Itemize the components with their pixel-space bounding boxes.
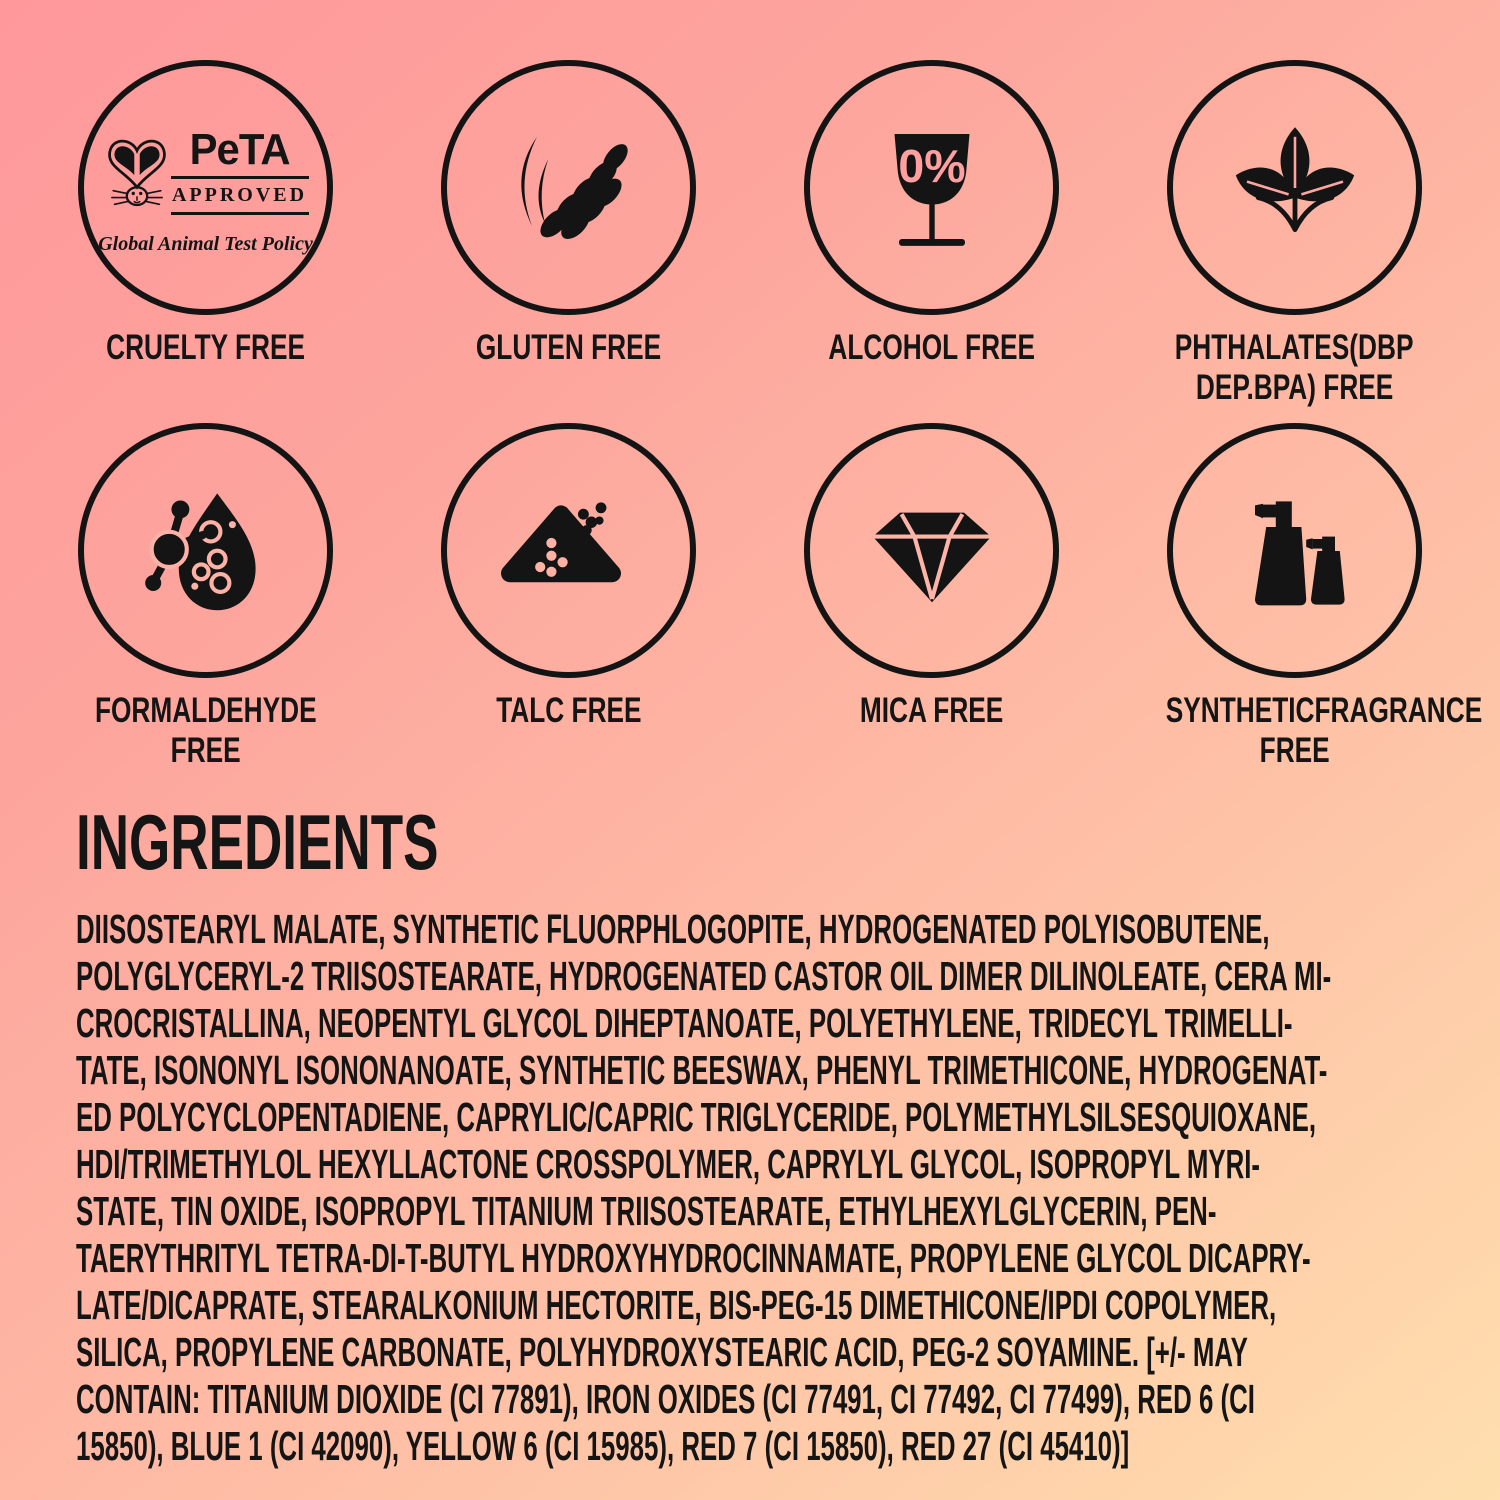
badge-label-text: ALCOHOL FREE — [828, 328, 1035, 367]
peta-rabbit-heart-icon — [103, 119, 171, 223]
ingredients-line: TATE, ISONONYL ISONONANOATE, SYNTHETIC BEESWAX, PHENYL TRIMETHICONE, HYDROGENAT- — [76, 1047, 1328, 1093]
ingredients-line: SILICA, PROPYLENE CARBONATE, POLYHYDROXYSTEARIC ACID, PEG-2 SOYAMINE. [+/- MAY — [76, 1329, 1248, 1375]
peta-approved-logo — [98, 119, 313, 256]
zero-percent-text: 0% — [897, 139, 966, 192]
badge-label — [24, 691, 387, 771]
badge-circle — [1167, 60, 1422, 315]
ingredients-line: TAERYTHRITYL TETRA-DI-T-BUTYL HYDROXYHYDROCINNAMATE, PROPYLENE GLYCOL DICAPRY- — [76, 1235, 1311, 1281]
ingredients-line: DIISOSTEARYL MALATE, SYNTHETIC FLUORPHLOGOPITE, HYDROGENATED POLYISOBUTENE, — [76, 906, 1270, 952]
badge-circle — [804, 60, 1059, 315]
ingredients-line: CONTAIN: TITANIUM DIOXIDE (CI 77891), IRON OXIDES (CI 77491, CI 77492, CI 77499), RED 6 (CI — [76, 1376, 1255, 1422]
badge-label — [24, 328, 387, 368]
badge-label — [387, 691, 750, 731]
spray-bottles-icon — [1215, 471, 1375, 631]
badge-synthetic-fragrance-free — [1113, 423, 1483, 786]
badge-circle — [1167, 423, 1422, 678]
badge-label — [387, 328, 750, 368]
ingredients-line: ED POLYCYCLOPENTADIENE, CAPRYLIC/CAPRIC TRIGLYCERIDE, POLYMETHYLSILSESQUIOXANE, — [76, 1094, 1317, 1140]
ingredients-line: STATE, TIN OXIDE, ISOPROPYL TITANIUM TRIISOSTEARATE, ETHYLHEXYLGLYCERIN, PEN- — [76, 1188, 1217, 1234]
badge-circle — [804, 423, 1059, 678]
badge-label — [750, 328, 1113, 368]
badge-talc-free — [387, 423, 750, 786]
wine-glass-zero-icon — [857, 113, 1007, 263]
badge-label-text: SYNTHETICFRAGRANCE — [1165, 691, 1483, 730]
peta-brand-text: PeTA — [189, 124, 290, 174]
ingredients-heading: INGREDIENTS — [76, 798, 439, 886]
wheat-icon — [489, 108, 649, 268]
droplet-molecule-icon — [126, 471, 286, 631]
peta-divider — [171, 212, 309, 215]
badge-cruelty-free — [24, 60, 387, 423]
badge-circle — [78, 60, 333, 315]
ingredients-line: HDI/TRIMETHYLOL HEXYLLACTONE CROSSPOLYMER, CAPRYLYL GLYCOL, ISOPROPYL MYRI- — [76, 1141, 1261, 1187]
badge-label-text: TALC FREE — [495, 691, 642, 730]
badge-label-text: FREE — [1259, 731, 1330, 770]
badge-label-text: DEP.BPA) FREE — [1195, 368, 1394, 407]
badge-label-text: FORMALDEHYDE — [94, 691, 317, 730]
badge-circle — [78, 423, 333, 678]
diamond-gem-icon — [847, 471, 1017, 631]
ingredients-line: 15850), BLUE 1 (CI 42090), YELLOW 6 (CI 15985), RED 7 (CI 15850), RED 27 (CI 45410)] — [76, 1423, 1130, 1469]
peta-divider — [171, 176, 309, 179]
ingredients-line: LATE/DICAPRATE, STEARALKONIUM HECTORITE, BIS-PEG-15 DIMETHICONE/IPDI COPOLYMER, — [76, 1282, 1277, 1328]
badge-label — [750, 691, 1113, 731]
badge-phthalates-free — [1113, 60, 1476, 423]
badge-formaldehyde-free — [24, 423, 387, 786]
ingredients-line: POLYGLYCERYL-2 TRIISOSTEARATE, HYDROGENATED CASTOR OIL DIMER DILINOLEATE, CERA MI- — [76, 953, 1332, 999]
ingredients-text — [76, 906, 1424, 1470]
badge-label — [1113, 328, 1476, 408]
badge-label-text: GLUTEN FREE — [475, 328, 662, 367]
peta-tagline-text: Global Animal Test Policy — [98, 233, 313, 255]
badge-label-text: FREE — [170, 731, 241, 770]
badge-label-text: PHTHALATES(DBP — [1175, 328, 1414, 367]
peta-approved-text: APPROVED — [171, 183, 308, 206]
powder-pile-icon — [489, 471, 649, 631]
badge-label-text: MICA FREE — [859, 691, 1004, 730]
badge-label-text: CRUELTY FREE — [106, 328, 305, 367]
badge-mica-free — [750, 423, 1113, 786]
badge-gluten-free — [387, 60, 750, 423]
leaves-icon — [1215, 108, 1375, 268]
badge-alcohol-free — [750, 60, 1113, 423]
badge-circle — [441, 60, 696, 315]
badge-circle — [441, 423, 696, 678]
ingredients-section — [0, 798, 1500, 1470]
ingredients-line: CROCRISTALLINA, NEOPENTYL GLYCOL DIHEPTANOATE, POLYETHYLENE, TRIDECYL TRIMELLI- — [76, 1000, 1293, 1046]
badge-label — [1113, 691, 1483, 771]
